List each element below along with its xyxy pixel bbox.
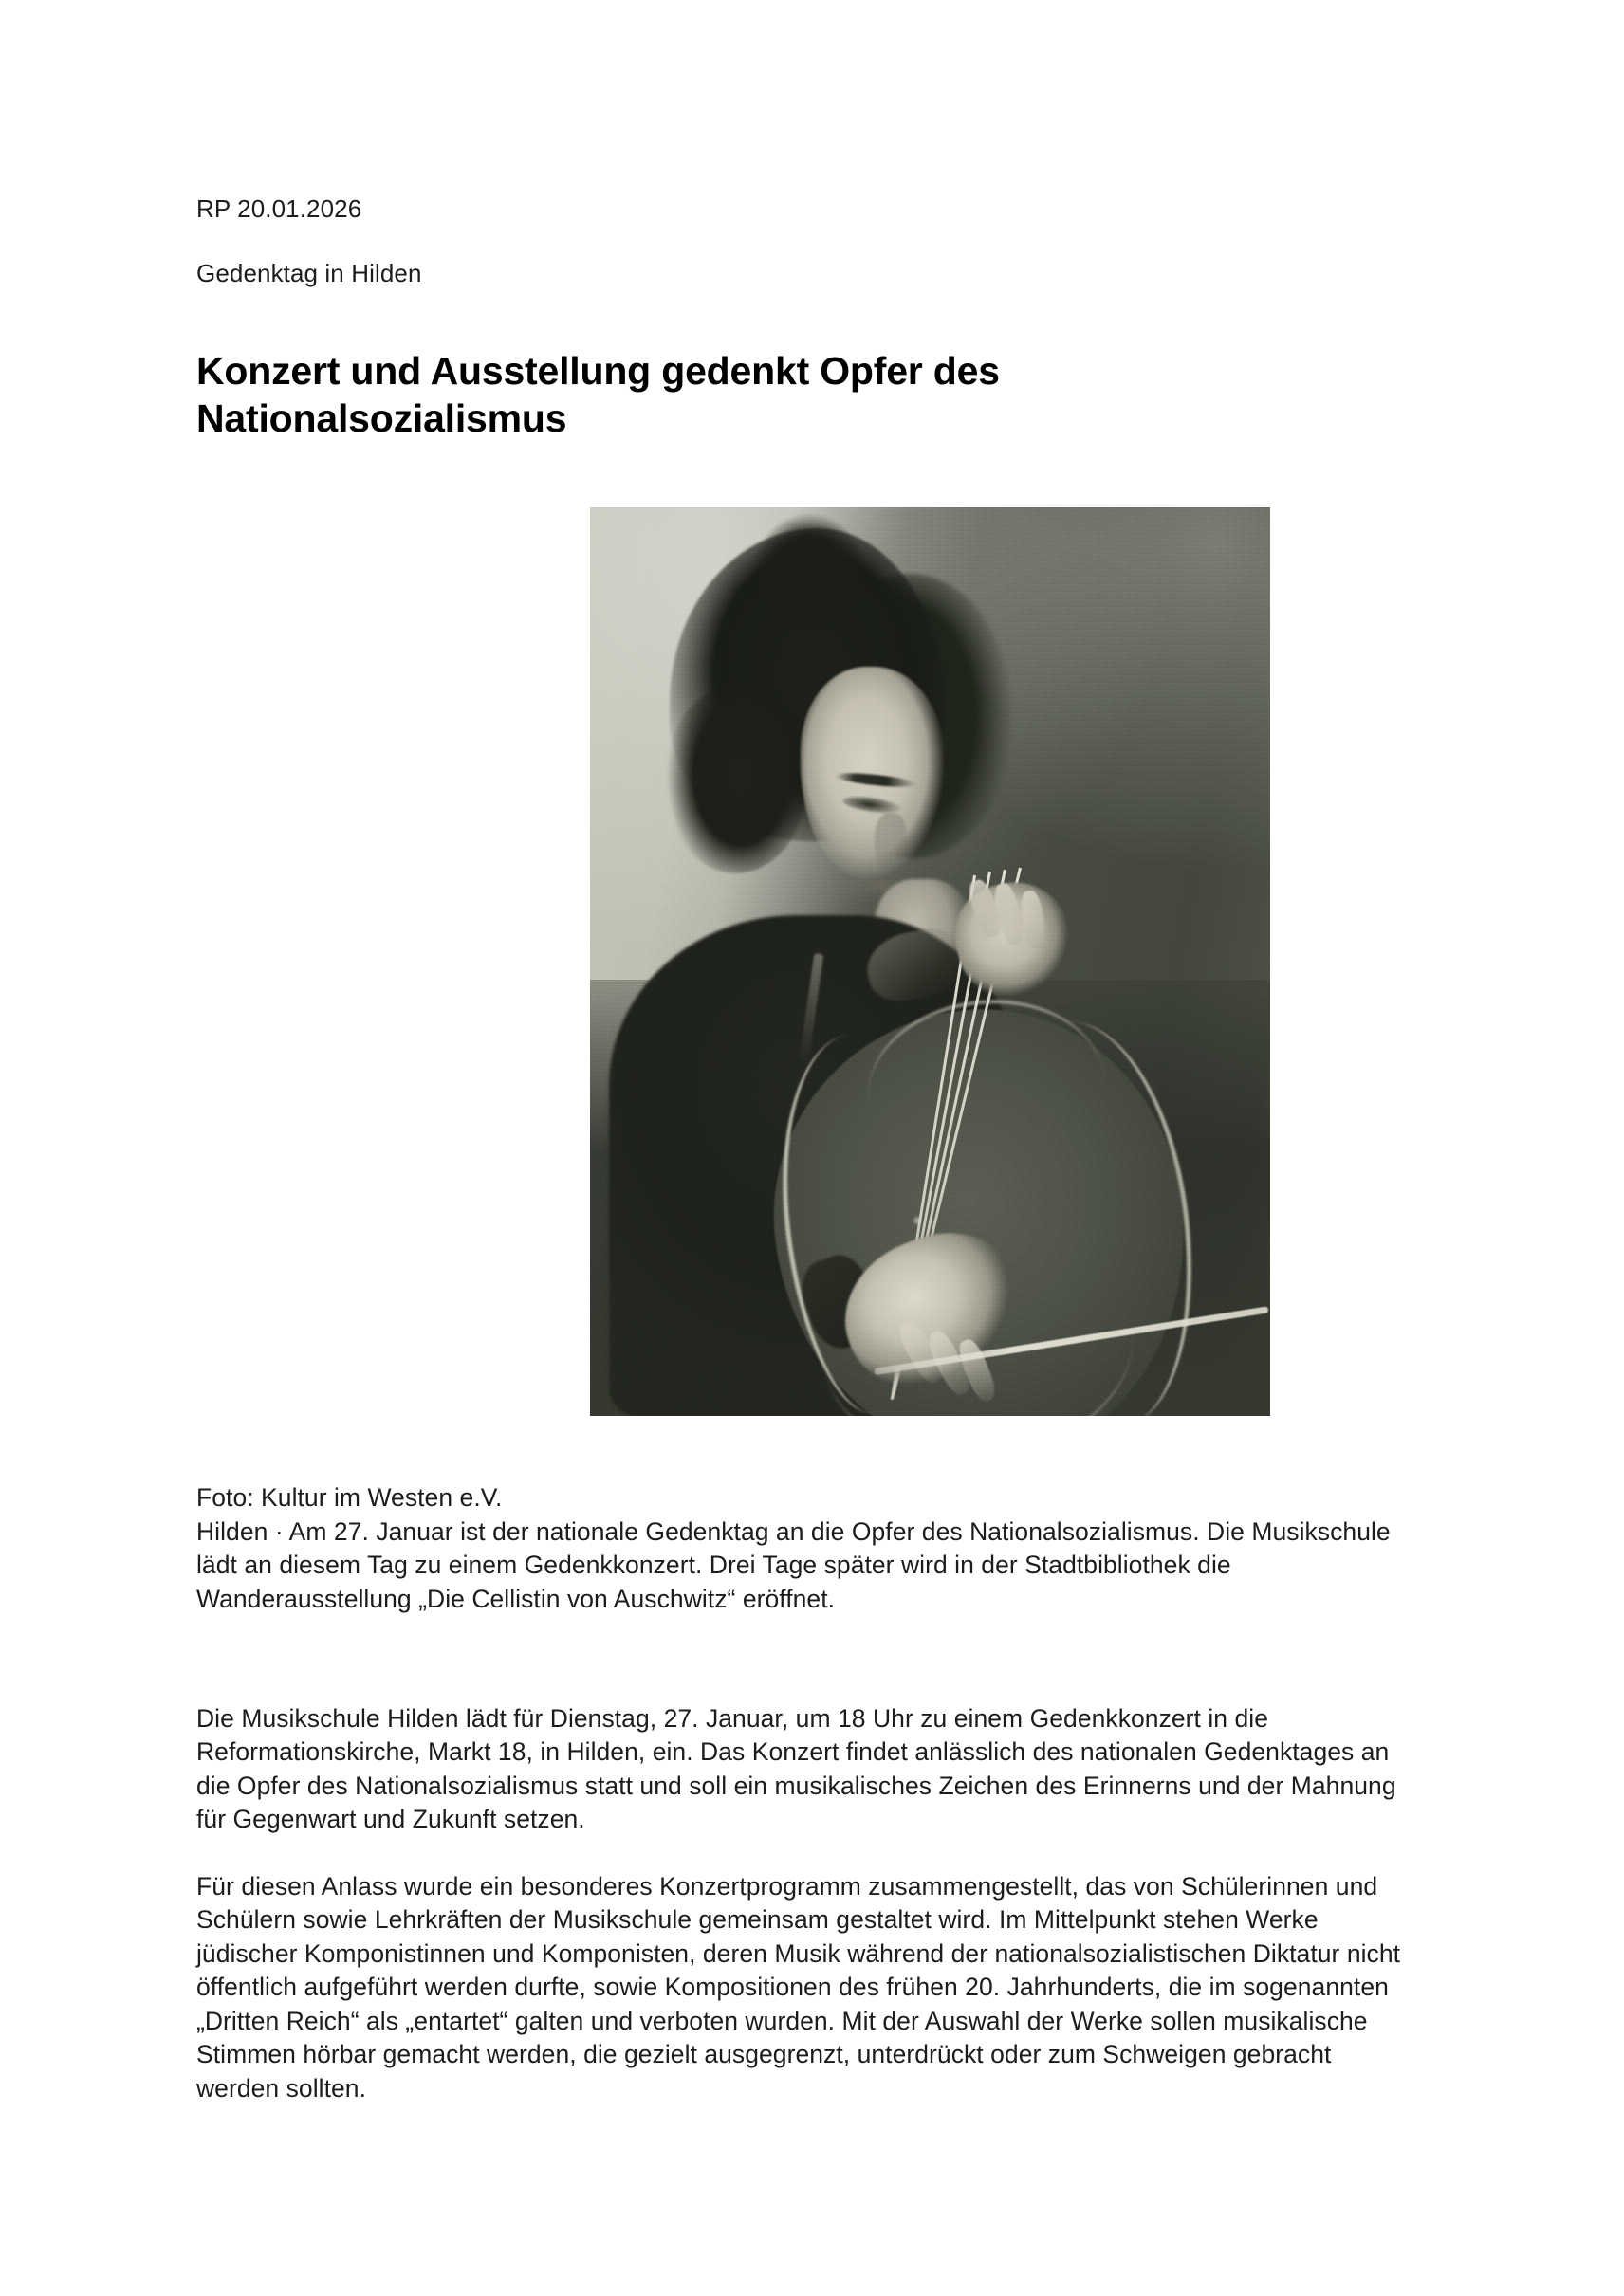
photo-caption-block: [196, 1481, 1420, 1616]
article-paragraph: Die Musikschule Hilden lädt für Dienstag, 27. Januar, um 18 Uhr zu einem Gedenkkonzert in die Reformationskirche, Markt 18, in Hilden, ein. Das Konzert findet anlässlich des nationalen Gedenktages an die Opfer des Nationalsozialismus statt und soll ein musikalisches Zeichen des Erinnerns und der Mahnung für Gegenwart und Zukunft setzen.: [196, 1703, 1396, 1833]
article-kicker: Gedenktag in Hilden: [196, 259, 422, 287]
photo-credit: Foto: Kultur im Westen e.V.: [196, 1483, 503, 1512]
article-photo: [590, 507, 1270, 1416]
photo-grain-diagonal: [590, 507, 1270, 1416]
source-and-date: RP 20.01.2026: [196, 194, 362, 223]
page-title: Konzert und Ausstellung gedenkt Opfer des Nationalsozialismus: [196, 349, 1000, 441]
photo-cellist: [590, 507, 1270, 1416]
article-lead: Hilden · Am 27. Januar ist der nationale Gedenktag an die Opfer des Nationalsozialismus. Die Musikschule lädt an diesem Tag zu einem Gedenkkonzert. Drei Tage später wird in der Stadtbibliothek die Wanderausstellung „Die Cellistin von Auschwitz“ eröffnet.: [196, 1516, 1391, 1613]
article-paragraph: Für diesen Anlass wurde ein besonderes Konzertprogramm zusammengestellt, das von Schülerinnen und Schülern sowie Lehrkräften der Musikschule gemeinsam gestaltet wird. Im Mittelpunkt stehen Werke jüdischer Komponistinnen und Komponisten, deren Musik während der nationalsozialistischen Diktatur nicht öffentlich aufgeführt werden durfte, sowie Kompositionen des frühen 20. Jahrhunderts, die im sogenannten „Dritten Reich“ als „entartet“ galten und verboten wurden. Mit der Auswahl der Werke sollen musikalische Stimmen hörbar gemacht werden, die gezielt ausgegrenzt, unterdrückt oder zum Schweigen gebracht werden sollten.: [196, 1871, 1401, 2103]
